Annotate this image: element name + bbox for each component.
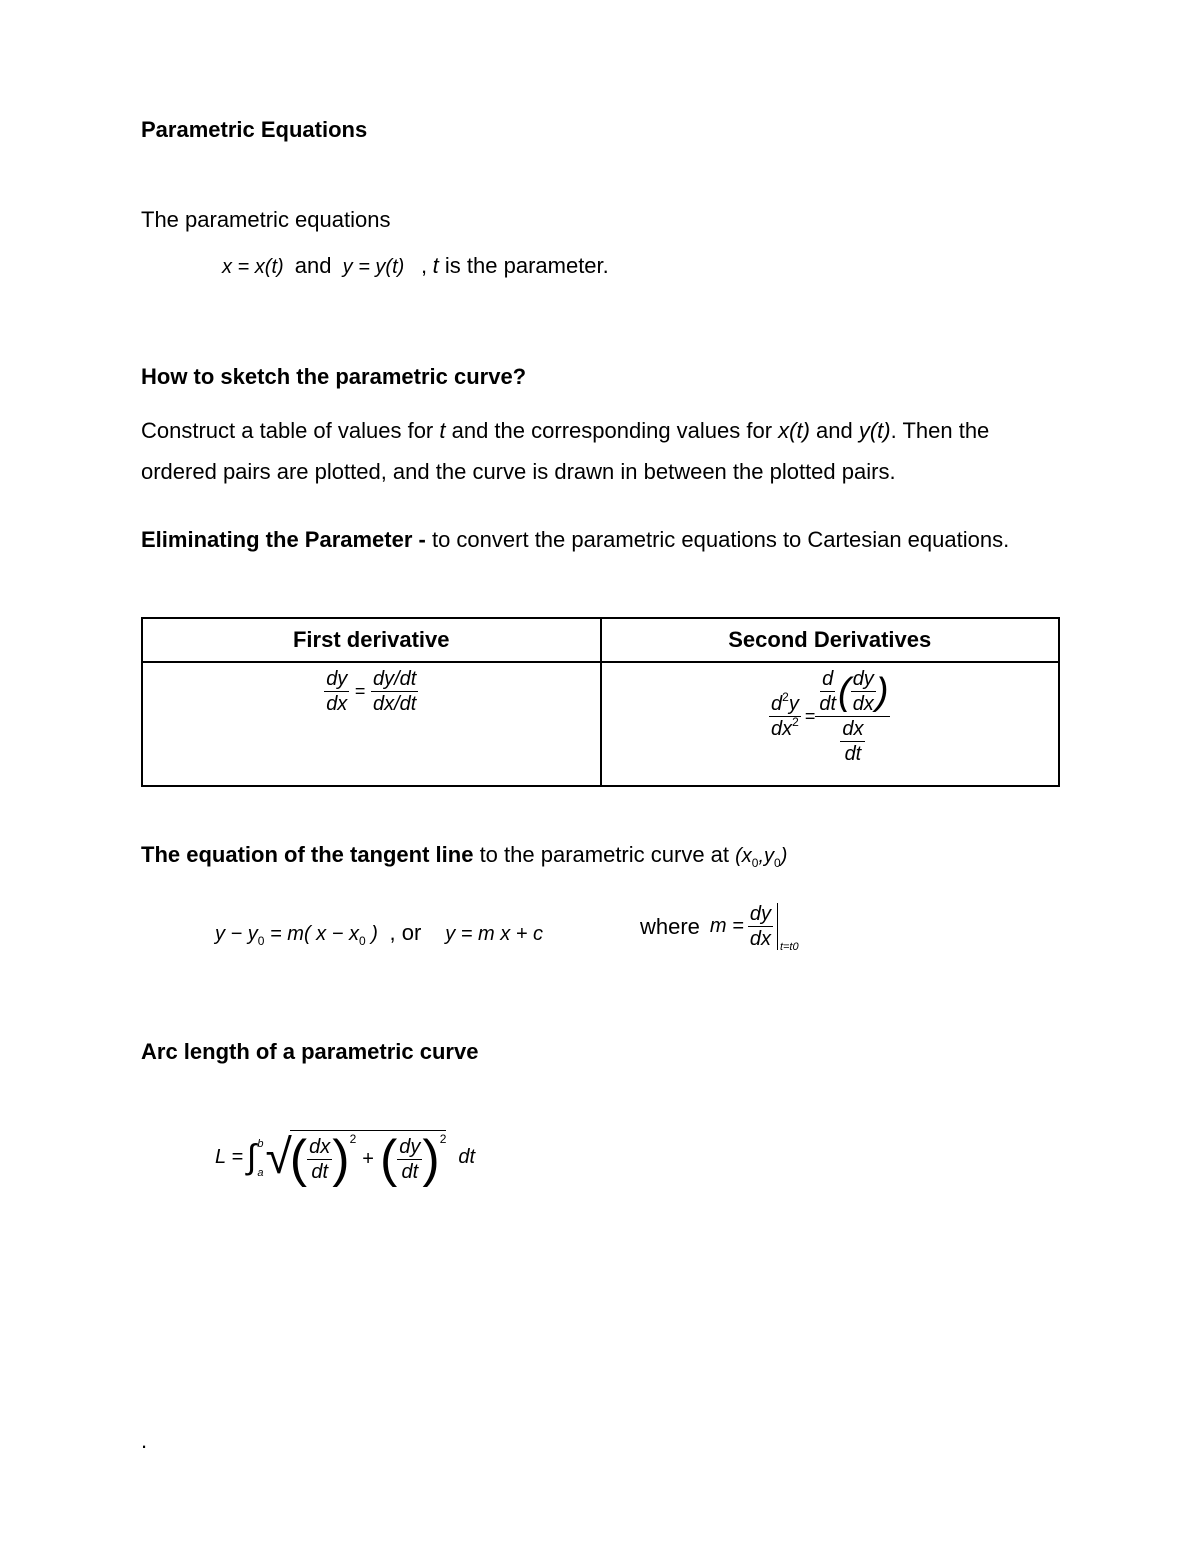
intro-text: The parametric equations	[141, 207, 391, 232]
eliminate-bold: Eliminating the Parameter -	[141, 527, 426, 552]
tangent-bold: The equation of the tangent line	[141, 842, 474, 867]
sketch-heading: How to sketch the parametric curve?	[141, 364, 527, 389]
header-second-derivatives: Second Derivatives	[601, 618, 1060, 662]
y-equation: y = y(t)	[342, 256, 405, 278]
tangent-line-text: The equation of the tangent line to the parametric curve at $(x_0,y_0)$	[141, 842, 788, 870]
lower-limit: a	[257, 1166, 264, 1179]
tangent-equation-2: y = m x + c	[445, 923, 544, 945]
first-derivative-formula: $\frac{dy}{dx}$ = $\frac{dy/dt}{dx/dt}$	[142, 662, 601, 786]
page-title: Parametric Equations	[141, 117, 368, 142]
arc-dt: dt	[458, 1146, 476, 1168]
parametric-equations-line: x = x(t) and y = y(t) , t is the parameter.	[222, 253, 609, 278]
eliminate-rest: to convert the parametric equations to Cartesian equations.	[425, 527, 1010, 552]
m-equals: m =	[709, 915, 744, 937]
sketch-line-2: ordered pairs are plotted, and the curve is drawn in between the plotted pairs.	[141, 459, 896, 484]
second-derivative-formula: $\frac{d^2y}{dx^2}$ = $\frac{d}{dt}$ ( $\frac{dy}{dx}$ ) $\frac{dx}{dt}$	[601, 662, 1060, 786]
evaluation-point: t=t0	[779, 940, 799, 953]
tangent-equation: $y - y_0 = m$( $x - x_0$ ) , or y = m x + c	[215, 920, 544, 948]
slope-definition: where m = $\frac{dy}{dx}$ t=t0	[640, 903, 799, 953]
where-word: where	[640, 913, 700, 939]
x-equation: x = x(t)	[222, 256, 284, 278]
sqrt-icon: √	[265, 1130, 292, 1184]
parameter-var: t	[432, 253, 439, 278]
upper-limit: b	[257, 1137, 264, 1150]
parameter-text: is the parameter.	[438, 253, 609, 278]
footer-dot: .	[141, 1428, 148, 1453]
derivatives-table	[141, 617, 1060, 787]
arc-L: L =	[215, 1146, 243, 1168]
integral-icon: ∫	[247, 1138, 257, 1176]
arc-length-heading: Arc length of a parametric curve	[141, 1039, 479, 1064]
sketch-line-1: Construct a table of values for t and the corresponding values for x(t) and y(t). Then the	[141, 418, 990, 443]
and-word: and	[294, 253, 332, 278]
arc-length-formula: L = ∫ b a √ ( $\frac{dx}{dt}$ ) 2 + ( $\frac{dy}{dt}$ ) 2 dt	[215, 1130, 476, 1188]
tangent-rest: to the parametric curve at	[473, 842, 736, 867]
header-first-derivative: First derivative	[142, 618, 601, 662]
eliminate-line	[141, 527, 1009, 553]
